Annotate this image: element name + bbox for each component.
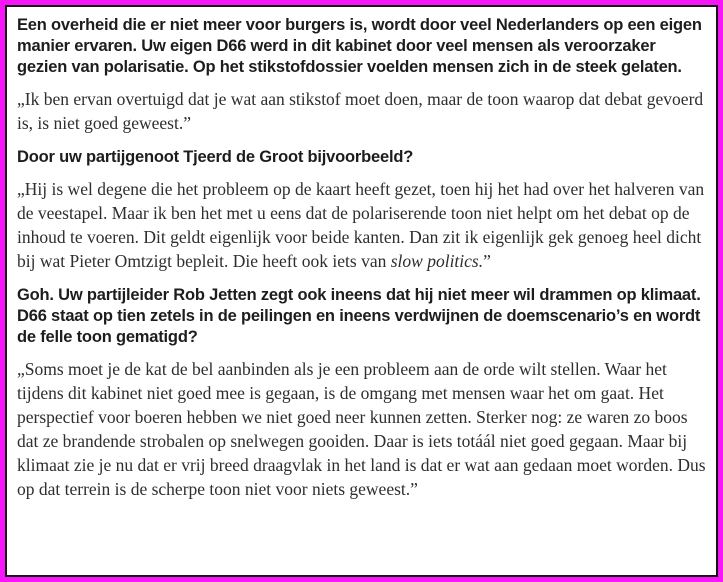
interview-question: Goh. Uw partijleider Rob Jetten zegt ook ineens dat hij niet meer wil drammen op klimaat. D66 staat op tien zetels in de peilingen en ineens verdwijnen de doemscenario’s en wordt de felle toon gematigd?: [17, 286, 701, 346]
interview-question: Door uw partijgenoot Tjeerd de Groot bijvoorbeeld?: [17, 148, 414, 166]
interview-answer: „Soms moet je de kat de bel aanbinden als je een probleem aan de orde wilt stellen. Waar het tijdens dit kabinet niet goed mee is gegaan, is de omgang met mensen waar het om gaat. Het perspectief voor boeren hebben we niet goed neer kunnen zetten. Sterker nog: ze waren zo boos dat ze brandende strobalen op snelwegen gooiden. Daar is iets totáál niet goed gegaan. Maar bij klimaat zie je nu dat er vrij breed draagvlak in het land is dat er wat aan gedaan moet worden. Dus op dat terrein is de scherpe toon niet voor niets geweest.”: [17, 359, 706, 499]
article-text-panel: [5, 5, 718, 577]
interview-answer: „Ik ben ervan overtuigd dat je wat aan stikstof moet doen, maar de toon waarop dat debat gevoerd is, is niet goed geweest.”: [17, 89, 704, 133]
interview-answer: [17, 177, 707, 273]
answer-text: „Hij is wel degene die het probleem op de kaart heeft gezet, toen hij het had over het halveren van de veestapel. Maar ik ben het met u eens dat de polariserende toon niet helpt om het debat op de inhoud te voeren. Dit geldt eigenlijk voor beide kanten. Dan zit ik eigenlijk gek genoeg heel dicht bij wat Pieter Omtzigt bepleit. Die heeft ook iets van: [17, 179, 705, 271]
answer-closing-quote: ”: [483, 251, 491, 271]
interview-question: Een overheid die er niet meer voor burgers is, wordt door veel Nederlanders op een eigen manier ervaren. Uw eigen D66 werd in dit kabinet door veel mensen als veroorzaker gezien van polarisatie. Op het stikstofdossier voelden mensen zich in de steek gelaten.: [17, 16, 702, 76]
answer-italic-phrase: slow politics.: [390, 251, 484, 271]
